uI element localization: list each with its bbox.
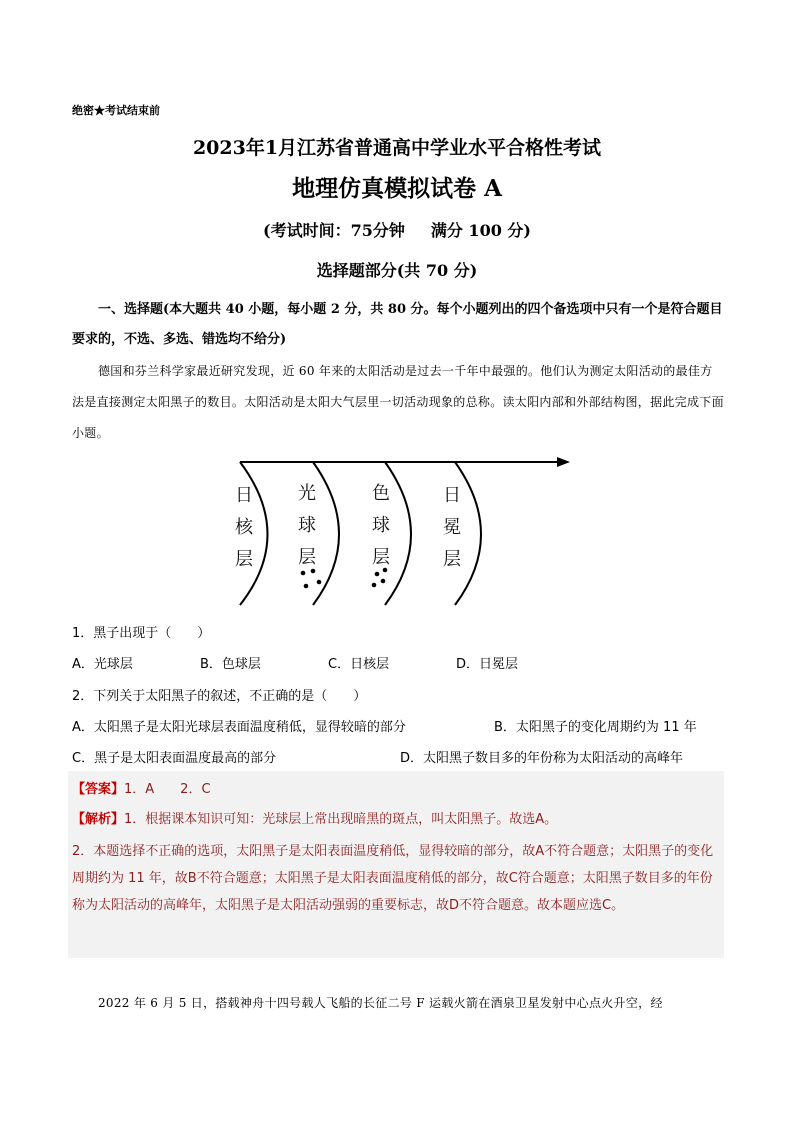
layer-2-char-0: 色 xyxy=(372,483,390,504)
exam-info xyxy=(0,218,794,241)
sunspot-dot xyxy=(375,572,380,577)
layer-3-char-1: 冕 xyxy=(443,517,461,538)
boundary-arc-2 xyxy=(313,462,339,605)
answer-label: 【答案】 xyxy=(72,782,125,797)
layer-0-char-1: 核 xyxy=(235,517,253,538)
analysis-first-line: 1．根据课本知识可知：光球层上常出现暗黑的斑点，叫太阳黑子。故选A。 xyxy=(124,812,558,827)
question-2-option-c: C．黑子是太阳表面温度最高的部分 xyxy=(72,751,277,766)
question-2-stem: 2．下列关于太阳黑子的叙述，不正确的是（ ） xyxy=(72,689,367,704)
sunspot-dot xyxy=(301,571,306,576)
exam-time: (考试时间：75分钟 xyxy=(263,221,405,240)
confidential-mark: 绝密★考试结束前 xyxy=(72,104,160,117)
question-2-option-b: B．太阳黑子的变化周期约为 11 年 xyxy=(494,720,697,735)
paper-title: 地理仿真模拟试卷 A xyxy=(292,175,502,202)
answer-line xyxy=(72,778,211,797)
next-passage: 2022 年 6 月 5 日，搭载神舟十四号载人飞船的长征二号 F 运载火箭在酒泉卫星发射中心点火升空，经 xyxy=(98,996,663,1010)
question-2-option-d: D．太阳黑子数目多的年份称为太阳活动的高峰年 xyxy=(400,751,684,766)
layer-3-char-0: 日 xyxy=(443,485,461,506)
layer-0-char-0: 日 xyxy=(235,485,253,506)
section-instructions: 一、选择题(本大题共 40 小题，每小题 2 分，共 80 分。每个小题列出的四个备选项中只有一个是符合题目要求的，不选、多选、错选均不给分) xyxy=(72,302,723,347)
analysis-label: 【解析】 xyxy=(72,812,125,827)
layer-3-char-2: 层 xyxy=(443,549,461,570)
question-1-option-c: C．日核层 xyxy=(328,657,390,672)
sun-structure-diagram xyxy=(225,455,585,610)
sunspot-dot xyxy=(372,583,377,588)
passage-intro: 德国和芬兰科学家最近研究发现，近 60 年来的太阳活动是过去一千年中最强的。他们认为测定太阳活动的最佳方法是直接测定太阳黑子的数目。太阳活动是太阳大气层里一切活动现象的总称。读太阳内部和外部结构图，据此完成下面小题。 xyxy=(72,364,724,440)
sunspot-dot xyxy=(383,568,388,573)
sunspot-dot xyxy=(381,579,386,584)
layer-0-char-2: 层 xyxy=(235,549,253,570)
analysis-body: 2．本题选择不正确的选项，太阳黑子是太阳表面温度稍低，显得较暗的部分，故A不符合题意；太阳黑子的变化周期约为 11 年，故B不符合题意；太阳黑子是太阳表面温度稍低的部分，故C符合题意；太阳黑子数目多的年份称为太阳活动的高峰年，太阳黑子是太阳活动强弱的重要标志，故D不符合题意。故本题应选C。 xyxy=(72,844,714,913)
layer-2-char-1: 球 xyxy=(372,515,390,536)
layer-1-char-1: 球 xyxy=(298,515,316,536)
answer-text: 1．A 2．C xyxy=(124,782,211,797)
layer-2-char-2: 层 xyxy=(372,547,390,568)
exam-title: 2023年1月江苏省普通高中学业水平合格性考试 xyxy=(192,137,602,159)
question-1-option-a: A．光球层 xyxy=(72,657,133,672)
sunspot-dot xyxy=(311,569,316,574)
layer-1-char-0: 光 xyxy=(298,483,316,504)
section-title: 选择题部分(共 70 分) xyxy=(316,261,478,280)
question-1-option-b: B．色球层 xyxy=(200,657,261,672)
full-score: 满分 100 分) xyxy=(430,221,531,240)
layer-1-char-2: 层 xyxy=(298,547,316,568)
question-2-option-a: A．太阳黑子是太阳光球层表面温度稍低，显得较暗的部分 xyxy=(72,720,406,735)
question-1-option-d: D．日冕层 xyxy=(456,657,519,672)
sunspot-dot xyxy=(317,580,322,585)
arrow-head-icon xyxy=(557,457,570,467)
sunspot-dot xyxy=(304,584,309,589)
analysis-line xyxy=(72,808,557,827)
question-1-stem: 1．黑子出现于（ ） xyxy=(72,626,211,641)
